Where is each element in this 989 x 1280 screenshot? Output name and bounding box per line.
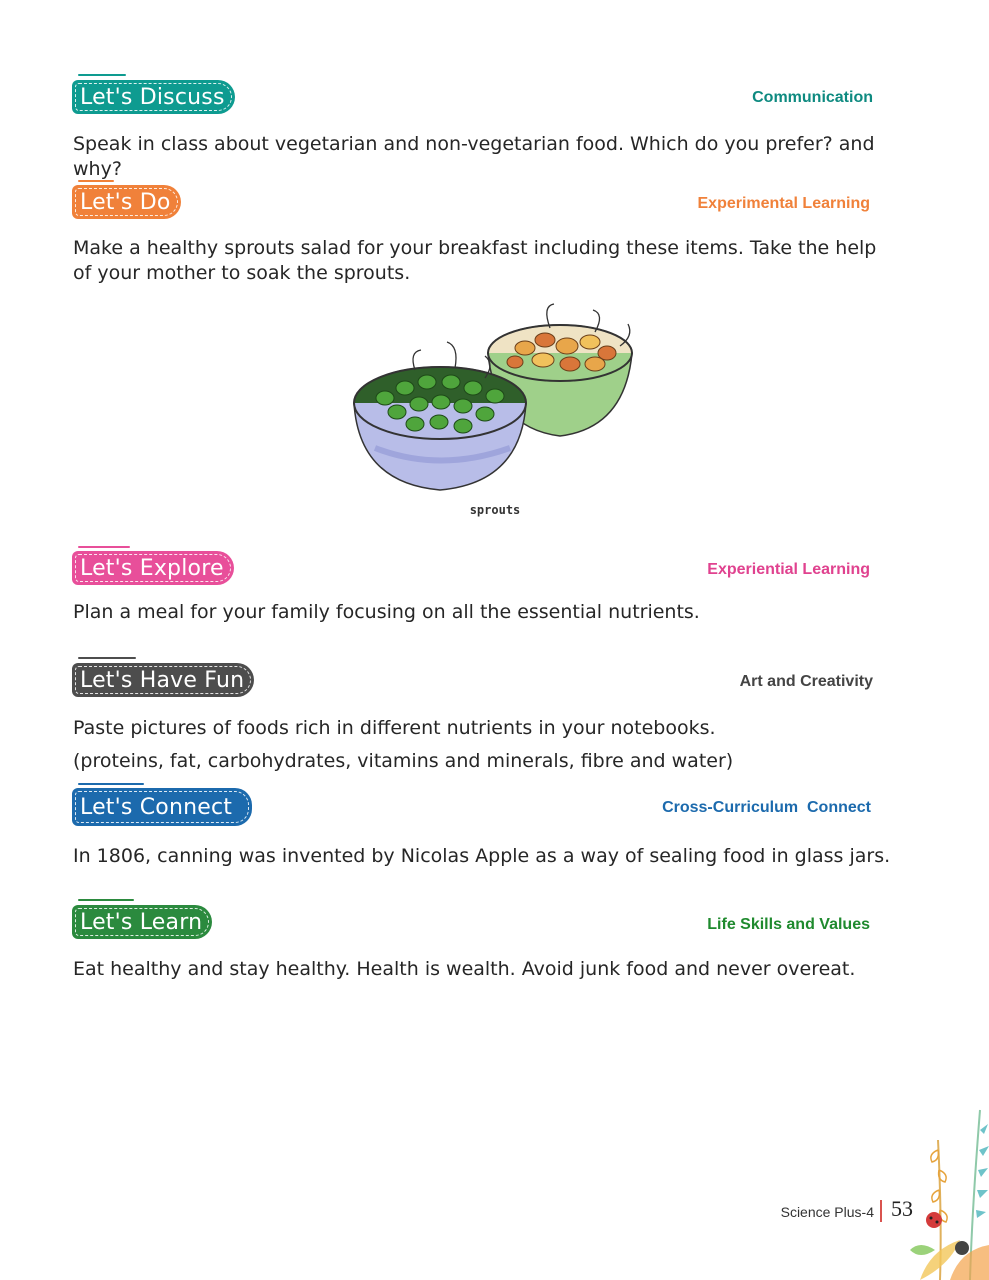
tag-accent-line (78, 546, 130, 548)
connect-paragraph (73, 844, 923, 869)
do-text: Make a healthy sprouts salad for your breakfast including these items. Take the help of your mother to soak the sprouts. (73, 237, 877, 284)
lets-explore-tag: Let's Explore (72, 551, 234, 585)
skill-label-communication: Communication (752, 89, 873, 106)
fun-text-line-1: Paste pictures of foods rich in different nutrients in your notebooks. (73, 717, 716, 739)
figure-caption: sprouts (469, 503, 521, 517)
skill-label-cross-curriculum: Cross-Curriculum Connect (662, 799, 871, 816)
do-paragraph (73, 236, 888, 286)
tag-accent-line (78, 180, 114, 182)
tag-accent-line (78, 74, 126, 76)
sprouts-bowls-illustration (345, 298, 645, 504)
lets-do-tag: Let's Do (72, 185, 181, 219)
connect-text: In 1806, canning was invented by Nicolas Apple as a way of sealing food in glass jars. (73, 845, 891, 867)
lets-connect-tag: Let's Connect (72, 788, 252, 826)
skill-label-experiential: Experiential Learning (707, 561, 870, 578)
book-title: Science Plus-4 (780, 1204, 874, 1220)
lets-have-fun-tag: Let's Have Fun (72, 663, 254, 697)
lets-discuss-tag: Let's Discuss (72, 80, 235, 114)
skill-label-life-skills: Life Skills and Values (707, 916, 870, 933)
footer-divider (880, 1200, 882, 1222)
skill-label-experimental: Experimental Learning (697, 195, 870, 212)
discuss-text: Speak in class about vegetarian and non-vegetarian food. Which do you prefer? and why? (73, 133, 875, 180)
skill-label-art: Art and Creativity (739, 673, 873, 690)
explore-paragraph (73, 600, 923, 625)
learn-text: Eat healthy and stay healthy. Health is wealth. Avoid junk food and never overeat. (73, 958, 856, 980)
decorative-plant-icon (900, 1100, 989, 1280)
tag-accent-line (78, 783, 144, 785)
page-number: 53 (891, 1196, 913, 1221)
explore-text: Plan a meal for your family focusing on all the essential nutrients. (73, 601, 700, 623)
discuss-paragraph (73, 132, 923, 182)
fun-paragraph (73, 712, 923, 778)
tag-accent-line (78, 657, 136, 659)
tag-accent-line (78, 899, 134, 901)
lets-learn-tag: Let's Learn (72, 905, 212, 939)
fun-text-line-2: (proteins, fat, carbohydrates, vitamins and minerals, fibre and water) (73, 750, 734, 772)
learn-paragraph (73, 957, 923, 982)
